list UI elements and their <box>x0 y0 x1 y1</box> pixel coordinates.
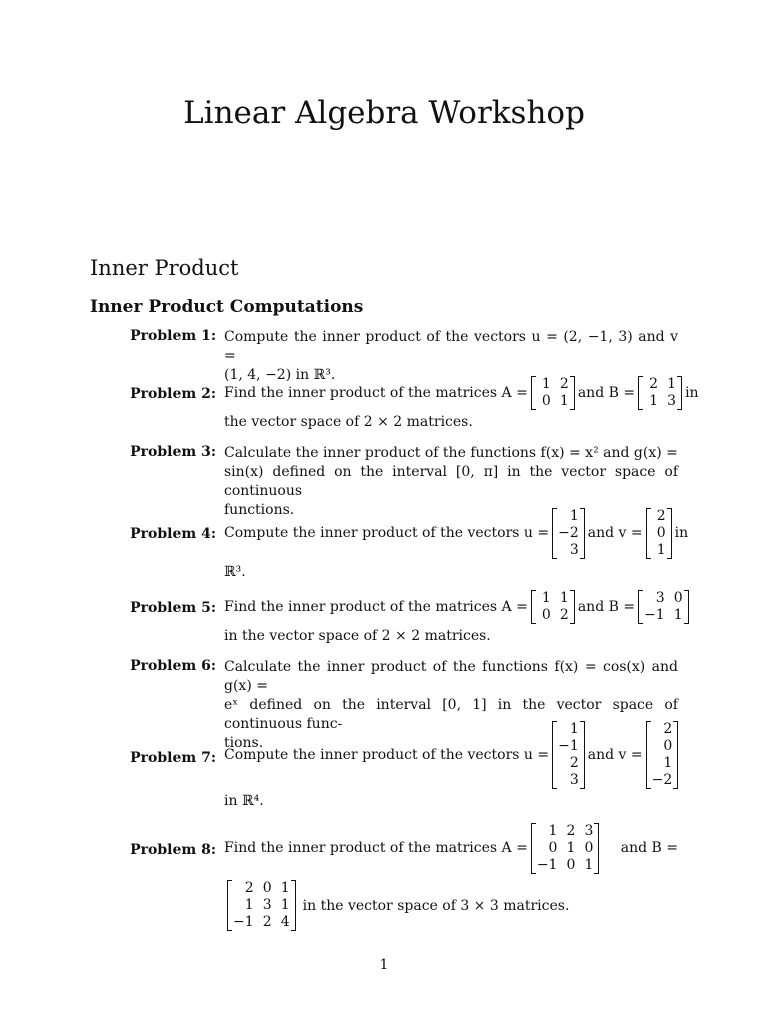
problem-line <box>224 721 678 789</box>
problem-text-segment: in <box>674 525 689 541</box>
matrix-row <box>556 738 581 755</box>
matrix-row <box>650 542 668 559</box>
problem-line: Calculate the inner product of the functions f(x) = x² and g(x) = <box>224 445 678 461</box>
section-heading: Inner Product <box>90 256 239 280</box>
matrix-row <box>556 721 581 738</box>
matrix-entry: 3 <box>262 897 272 913</box>
problem-line: Calculate the inner product of the functions f(x) = cos(x) and g(x) = <box>224 659 678 694</box>
problem-text <box>224 590 683 646</box>
matrix-entry: −1 <box>233 914 254 930</box>
matrix-entry: 1 <box>569 508 579 524</box>
matrix-entry: 1 <box>559 590 569 606</box>
problem-label: Problem 5: <box>130 600 216 616</box>
problem-text <box>224 376 699 432</box>
problem-text-segment: and v = <box>587 746 643 763</box>
matrix-row <box>231 897 292 914</box>
matrix-entry: 1 <box>569 721 579 737</box>
matrix-row <box>642 607 685 624</box>
matrix-entry: −1 <box>644 607 665 623</box>
matrix-entry: 2 <box>656 508 666 524</box>
matrix-row <box>535 840 596 857</box>
matrix-b <box>227 880 296 931</box>
matrix-row <box>535 376 571 393</box>
matrix-entry: 1 <box>566 840 576 856</box>
matrix-entry: 0 <box>656 525 666 541</box>
matrix-entry: 0 <box>548 840 558 856</box>
matrix-entry: 1 <box>280 880 290 896</box>
problem-line: functions. <box>224 502 295 518</box>
matrix-entry: 1 <box>584 857 594 873</box>
matrix-row <box>650 508 668 525</box>
problem-text-segment: Find the inner product of the matrices A = <box>224 384 528 401</box>
matrix-entry: 2 <box>559 376 569 392</box>
problem-label: Problem 6: <box>130 658 216 674</box>
vector-v <box>646 508 672 559</box>
matrix-entry: 3 <box>584 823 594 839</box>
matrix-row <box>556 508 581 525</box>
matrix-row <box>556 542 581 559</box>
problem-line: the vector space of 2 × 2 matrices. <box>224 414 473 430</box>
matrix-row <box>642 376 678 393</box>
matrix-entry: 0 <box>262 880 272 896</box>
problem-label: Problem 8: <box>130 842 216 858</box>
vector-u <box>552 508 585 559</box>
problem-text-segment: Find the inner product of the matrices A = <box>224 598 528 615</box>
problem-line <box>224 508 689 559</box>
problem-text-segment: Find the inner product of the matrices A = <box>224 840 528 856</box>
matrix-entry: −2 <box>651 772 673 788</box>
matrix-entry: 2 <box>262 914 272 930</box>
page-number: 1 <box>379 957 389 973</box>
problem-label: Problem 7: <box>130 750 216 766</box>
matrix-entry: 1 <box>548 823 558 839</box>
problem-text-segment: and B = <box>577 384 636 401</box>
problem-line: (1, 4, −2) in ℝ³. <box>224 367 336 383</box>
matrix-entry: −1 <box>536 857 558 873</box>
matrix-entry: 1 <box>541 376 551 392</box>
matrix-entry: 0 <box>541 607 551 623</box>
problem-label: Problem 4: <box>130 526 216 542</box>
problem-line: sin(x) defined on the interval [0, π] in the vector space of continuous <box>224 464 678 499</box>
problem-text-segment: and B = <box>577 598 636 615</box>
document-title: Linear Algebra Workshop <box>183 95 585 131</box>
matrix-row <box>556 525 581 542</box>
matrix-entry: −1 <box>558 738 579 754</box>
problem-text-segment: Compute the inner product of the vectors u = <box>224 525 550 541</box>
matrix-row <box>535 607 571 624</box>
problem-line <box>224 376 699 410</box>
problem-text-segment: in <box>685 384 699 401</box>
matrix-row <box>535 590 571 607</box>
problem-text-segment: in the vector space of 3 × 3 matrices. <box>302 897 570 914</box>
problem-text <box>224 721 678 811</box>
problem-line <box>224 590 683 624</box>
problem-label: Problem 2: <box>130 386 216 402</box>
problem-line: eˣ defined on the interval [0, 1] in the vector space of continuous func- <box>224 697 678 732</box>
problem-label: Problem 1: <box>130 328 216 344</box>
matrix-row <box>556 772 581 789</box>
problem-text <box>224 508 689 582</box>
matrix-entry: 2 <box>663 721 673 737</box>
matrix-entry: 1 <box>541 590 551 606</box>
matrix-row <box>650 755 675 772</box>
problem-line: in ℝ⁴. <box>224 793 264 809</box>
problem-text-segment: Compute the inner product of the vectors u = <box>224 746 550 763</box>
matrix-entry: 3 <box>569 542 579 558</box>
matrix-entry: 0 <box>541 393 551 409</box>
matrix-row <box>535 857 596 874</box>
problem-label: Problem 3: <box>130 444 216 460</box>
matrix-row <box>650 772 675 789</box>
matrix-entry: 1 <box>280 897 290 913</box>
problem-line: Compute the inner product of the vectors u = (2, −1, 3) and v = <box>224 329 678 364</box>
matrix-a <box>531 823 600 874</box>
matrix-row <box>650 525 668 542</box>
problem-text-segment: and B = <box>620 840 678 856</box>
matrix-entry: 1 <box>663 755 673 771</box>
problem-line: ℝ³. <box>224 564 246 580</box>
matrix-entry: 1 <box>673 607 683 623</box>
matrix-row <box>535 393 571 410</box>
problem-text <box>224 823 678 874</box>
matrix-entry: 0 <box>663 738 673 754</box>
vector-u <box>552 721 585 789</box>
matrix-row <box>535 823 596 840</box>
vector-v <box>646 721 679 789</box>
matrix-a <box>531 376 575 410</box>
matrix-entry: 3 <box>655 590 665 606</box>
matrix-entry: 3 <box>667 393 677 409</box>
matrix-entry: 0 <box>673 590 683 606</box>
matrix-entry: 2 <box>566 823 576 839</box>
matrix-row <box>642 590 685 607</box>
matrix-row <box>650 738 675 755</box>
matrix-entry: 1 <box>649 393 659 409</box>
matrix-row <box>650 721 675 738</box>
matrix-row <box>556 755 581 772</box>
matrix-entry: 2 <box>244 880 254 896</box>
matrix-row <box>642 393 678 410</box>
matrix-entry: 1 <box>244 897 254 913</box>
matrix-entry: 3 <box>569 772 579 788</box>
problem-line <box>224 823 678 874</box>
matrix-a <box>531 590 575 624</box>
matrix-entry: 4 <box>280 914 290 930</box>
matrix-entry: 1 <box>656 542 666 558</box>
problem-line: tions. <box>224 735 264 751</box>
matrix-entry: −2 <box>558 525 579 541</box>
matrix-entry: 0 <box>566 857 576 873</box>
problem-line: in the vector space of 2 × 2 matrices. <box>224 628 491 644</box>
matrix-entry: 0 <box>584 840 594 856</box>
matrix-row <box>231 914 292 931</box>
matrix-entry: 2 <box>559 607 569 623</box>
matrix-row <box>231 880 292 897</box>
problem-8-continuation <box>224 880 569 931</box>
subsection-heading: Inner Product Computations <box>90 297 364 317</box>
matrix-entry: 2 <box>649 376 659 392</box>
matrix-entry: 1 <box>559 393 569 409</box>
matrix-b <box>638 376 682 410</box>
problem-text-segment: and v = <box>587 525 643 541</box>
matrix-entry: 1 <box>667 376 677 392</box>
matrix-entry: 2 <box>569 755 579 771</box>
matrix-b <box>638 590 689 624</box>
